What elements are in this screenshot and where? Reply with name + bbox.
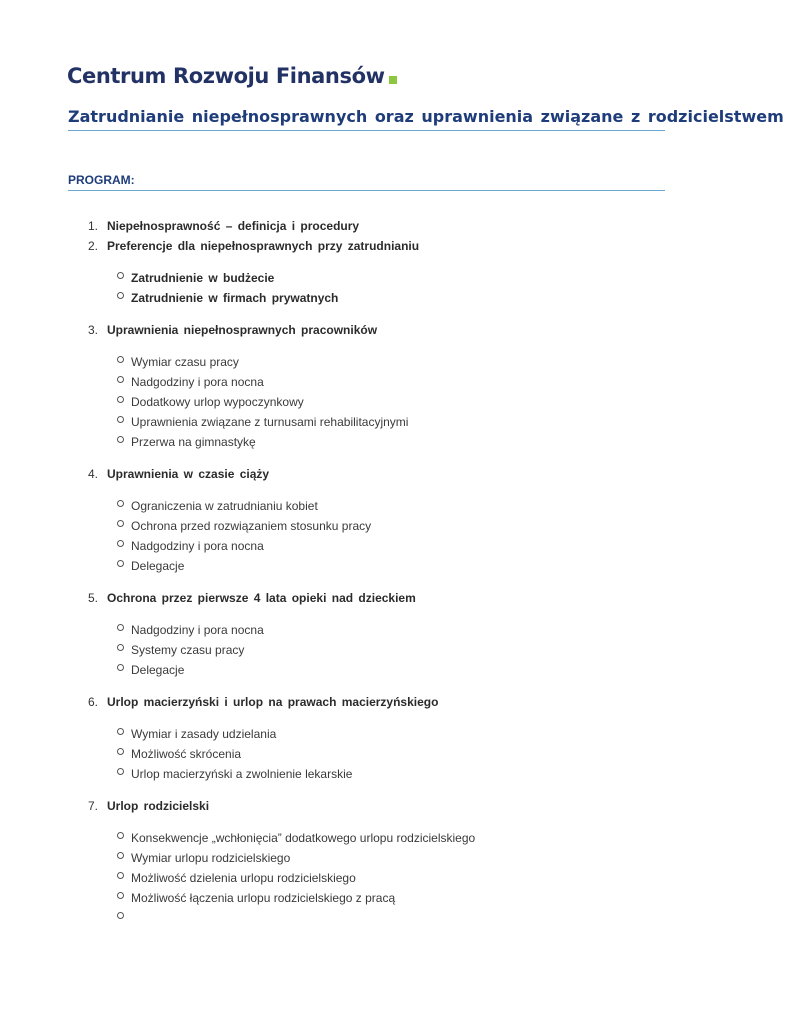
- section-sublist: [0, 352, 791, 452]
- list-item-text: Konsekwencje „wchłonięcia” dodatkowego urlopu rodzicielskiego: [131, 831, 476, 845]
- list-item-text: Nadgodziny i pora nocna: [131, 539, 264, 553]
- circle-bullet-icon: [117, 292, 124, 299]
- list-item-text: Uprawnienia związane z turnusami rehabilitacyjnymi: [131, 415, 409, 429]
- section-sublist: [0, 724, 791, 784]
- list-item: [0, 536, 791, 556]
- document-title: Zatrudnianie niepełnosprawnych oraz uprawnienia związane z rodzicielstwem: [68, 106, 665, 131]
- circle-bullet-icon: [117, 356, 124, 363]
- list-item-text: Nadgodziny i pora nocna: [131, 623, 264, 637]
- section-title: Niepełnosprawność – definicja i procedury: [107, 219, 360, 233]
- list-item: [0, 372, 791, 392]
- circle-bullet-icon: [117, 376, 124, 383]
- list-item: [0, 764, 791, 784]
- agenda-section: [0, 464, 791, 576]
- section-number: 5.: [88, 591, 99, 605]
- section-number: 1.: [88, 219, 99, 233]
- list-item-text: Możliwość łączenia urlopu rodzicielskiego z pracą: [131, 891, 396, 905]
- circle-bullet-icon: [117, 624, 124, 631]
- list-item-text: Ochrona przed rozwiązaniem stosunku pracy: [131, 519, 372, 533]
- list-item: [0, 268, 791, 288]
- list-item: [0, 288, 791, 308]
- list-item: [0, 432, 791, 452]
- circle-bullet-icon: [117, 912, 124, 919]
- list-item: [0, 516, 791, 536]
- circle-bullet-icon: [117, 560, 124, 567]
- circle-bullet-icon: [117, 664, 124, 671]
- list-item-text: Nadgodziny i pora nocna: [131, 375, 264, 389]
- list-item: [0, 392, 791, 412]
- list-item-text: Wymiar urlopu rodzicielskiego: [131, 851, 291, 865]
- list-item: [0, 556, 791, 576]
- program-agenda: [0, 216, 791, 940]
- list-item: [0, 620, 791, 640]
- list-item-text: Urlop macierzyński a zwolnienie lekarskie: [131, 767, 353, 781]
- list-item: [0, 828, 791, 848]
- list-item: [0, 660, 791, 680]
- section-heading-row: [0, 236, 791, 256]
- section-title: Uprawnienia w czasie ciąży: [107, 467, 270, 481]
- list-item-text: Ograniczenia w zatrudnianiu kobiet: [131, 499, 318, 513]
- list-item-text: Możliwość dzielenia urlopu rodzicielskiego: [131, 871, 356, 885]
- logo-text: Centrum Rozwoju Finansów: [67, 64, 385, 88]
- list-item: [0, 888, 791, 908]
- circle-bullet-icon: [117, 768, 124, 775]
- list-item: [0, 744, 791, 764]
- circle-bullet-icon: [117, 396, 124, 403]
- section-number: 2.: [88, 239, 99, 253]
- circle-bullet-icon: [117, 892, 124, 899]
- list-item-text: Wymiar i zasady udzielania: [131, 727, 277, 741]
- list-item-text: Zatrudnienie w firmach prywatnych: [131, 291, 339, 305]
- circle-bullet-icon: [117, 872, 124, 879]
- agenda-section: [0, 692, 791, 784]
- list-item: [0, 412, 791, 432]
- section-heading-row: [0, 692, 791, 712]
- section-heading-row: [0, 588, 791, 608]
- circle-bullet-icon: [117, 416, 124, 423]
- section-heading-row: [0, 216, 791, 236]
- logo-accent-square: [389, 76, 397, 84]
- list-item: [0, 868, 791, 888]
- list-item-text: Wymiar czasu pracy: [131, 355, 239, 369]
- list-item-text: Systemy czasu pracy: [131, 643, 245, 657]
- circle-bullet-icon: [117, 436, 124, 443]
- section-title: Preferencje dla niepełnosprawnych przy zatrudnianiu: [107, 239, 420, 253]
- circle-bullet-icon: [117, 748, 124, 755]
- agenda-section: [0, 588, 791, 680]
- list-item-text: Możliwość skrócenia: [131, 747, 242, 761]
- list-item: [0, 724, 791, 744]
- section-number: 4.: [88, 467, 99, 481]
- company-logo: [67, 62, 397, 90]
- list-item-text: Przerwa na gimnastykę: [131, 435, 256, 449]
- list-item: [0, 352, 791, 372]
- section-number: 7.: [88, 799, 99, 813]
- section-title: Uprawnienia niepełnosprawnych pracowników: [107, 323, 378, 337]
- section-sublist: [0, 620, 791, 680]
- section-number: 3.: [88, 323, 99, 337]
- section-heading-row: [0, 320, 791, 340]
- list-item-text: Delegacje: [131, 559, 185, 573]
- agenda-section: [0, 320, 791, 452]
- program-heading: PROGRAM:: [68, 172, 665, 191]
- circle-bullet-icon: [117, 272, 124, 279]
- section-heading-row: [0, 464, 791, 484]
- circle-bullet-icon: [117, 500, 124, 507]
- circle-bullet-icon: [117, 832, 124, 839]
- circle-bullet-icon: [117, 644, 124, 651]
- agenda-section: [0, 216, 791, 236]
- section-title: Urlop rodzicielski: [107, 799, 210, 813]
- list-item-text: Zatrudnienie w budżecie: [131, 271, 275, 285]
- list-item: [0, 496, 791, 516]
- list-item: [0, 848, 791, 868]
- section-sublist: [0, 828, 791, 928]
- circle-bullet-icon: [117, 520, 124, 527]
- list-item: [0, 640, 791, 660]
- list-item-text: Dodatkowy urlop wypoczynkowy: [131, 395, 304, 409]
- section-number: 6.: [88, 695, 99, 709]
- circle-bullet-icon: [117, 852, 124, 859]
- section-title: Ochrona przez pierwsze 4 lata opieki nad dzieckiem: [107, 591, 416, 605]
- section-heading-row: [0, 796, 791, 816]
- circle-bullet-icon: [117, 728, 124, 735]
- section-title: Urlop macierzyński i urlop na prawach macierzyńskiego: [107, 695, 439, 709]
- agenda-section: [0, 236, 791, 308]
- section-sublist: [0, 496, 791, 576]
- list-item-text: Delegacje: [131, 663, 185, 677]
- list-item: [0, 908, 791, 928]
- agenda-section: [0, 796, 791, 928]
- circle-bullet-icon: [117, 540, 124, 547]
- section-sublist: [0, 268, 791, 308]
